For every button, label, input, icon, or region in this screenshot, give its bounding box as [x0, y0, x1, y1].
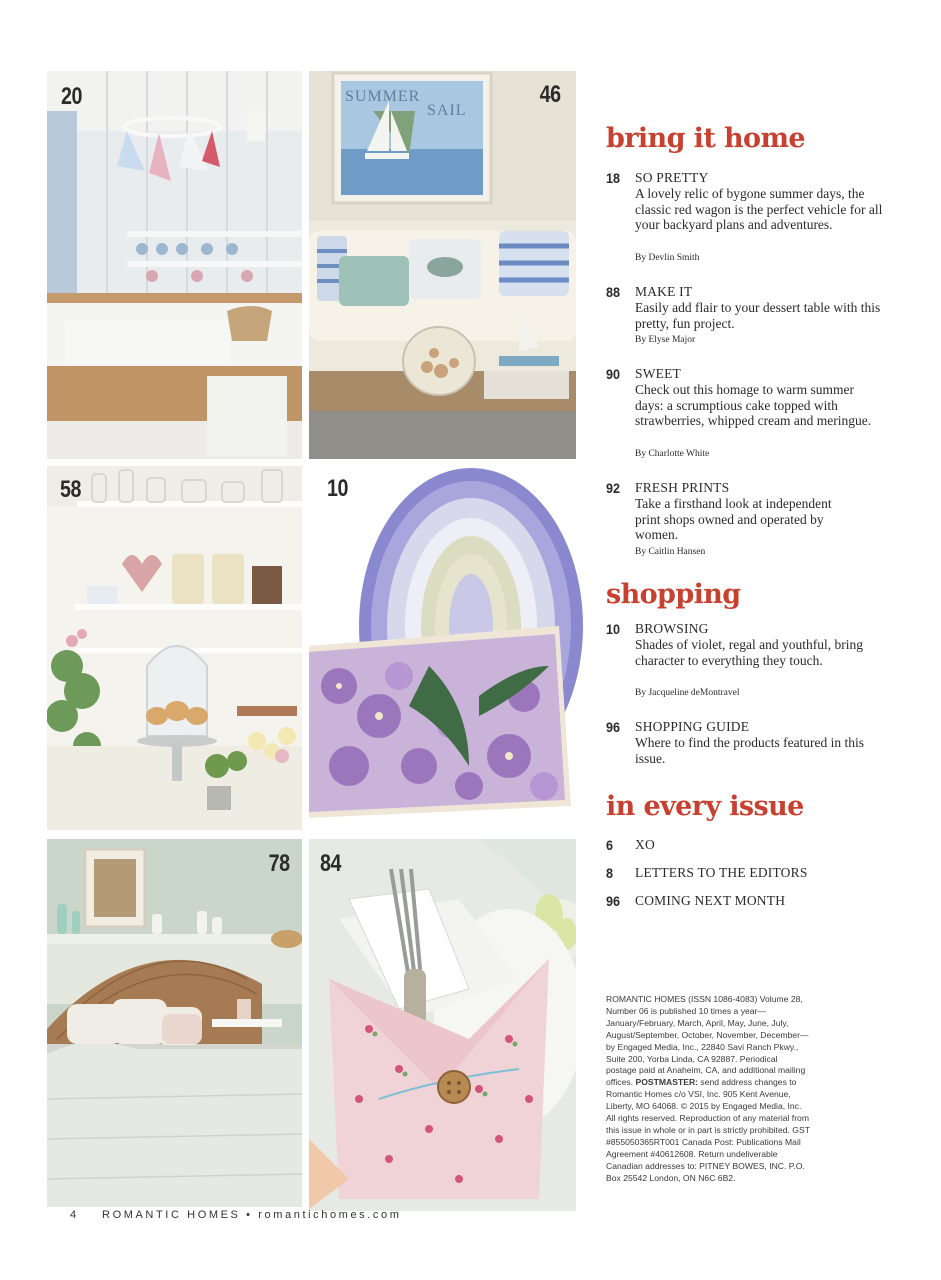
poster-title-line1: SUMMER	[345, 88, 421, 105]
toc-description: Shades of violet, regal and youthful, bring character to everything they touch.	[635, 637, 863, 668]
legal-text-1: ROMANTIC HOMES (ISSN 1086-4083) Volume 28, Number 06 is published 10 times a year—January/February, March, April, May, June, July, August/September, October, November, December—by Engaged Media, Inc., 22840 Savi Ranch Pkwy., Suite 200, Yorba Linda, CA 92887. Periodical postage paid at Anaheim, CA, and additional mailing offices.	[606, 994, 809, 1088]
photo-kitchen[interactable]	[47, 71, 302, 459]
toc-entry[interactable]	[606, 480, 881, 564]
toc-description: Check out this homage to warm summer days: a scrumptious cake topped with strawberries, whipped cream and meringue.	[635, 382, 872, 429]
toc-title: SHOPPING GUIDE	[635, 719, 750, 734]
publication-legal-notice	[606, 994, 810, 1185]
photo-page-number: 20	[61, 83, 83, 110]
legal-text-2: send address changes to Romantic Homes c/o VSI, Inc. 905 Kent Avenue, Liberty, MO 64068. © 2015 by Engaged Media, Inc. All rights reserved. Reproduction of any material from this issue in whole or in part is strictly prohibited. GST #855050365RT001 Canada Post: Publications Mail Agreement #40612608. Return undeliverable Canadian addresses to: PITNEY BOWES, INC. P.O. Box 25542 London, ON N6C 6B2.	[606, 1077, 810, 1183]
poster-title-line2: SAIL	[427, 102, 467, 119]
toc-page-number: 10	[606, 621, 621, 637]
photo-page-number: 10	[327, 475, 349, 502]
postmaster-label: POSTMASTER:	[635, 1077, 699, 1088]
toc-description: Take a firsthand look at independent print shops owned and operated by women.	[635, 496, 832, 543]
toc-byline: By Elyse Major	[635, 335, 696, 345]
toc-page-number: 6	[606, 837, 614, 853]
section-heading-bring-it-home: bring it home	[606, 123, 805, 154]
toc-entry[interactable]	[606, 837, 881, 855]
footer-magazine-name: ROMANTIC HOMES	[102, 1209, 241, 1221]
toc-entry[interactable]	[606, 170, 881, 270]
photo-page-number: 84	[320, 850, 342, 877]
toc-byline: By Charlotte White	[635, 449, 710, 459]
photo-bedroom[interactable]	[47, 839, 302, 1207]
toc-description: Easily add flair to your dessert table with this pretty, fun project.	[635, 300, 881, 331]
toc-title: MAKE IT	[635, 284, 693, 299]
section-heading-shopping: shopping	[606, 579, 741, 610]
footer-website-link[interactable]: romantichomes.com	[258, 1209, 402, 1221]
photo-rug-pillow[interactable]	[309, 466, 592, 830]
toc-title: SWEET	[635, 366, 681, 381]
photo-napkin[interactable]	[309, 839, 576, 1211]
toc-title: FRESH PRINTS	[635, 480, 730, 495]
shelves-image	[47, 466, 302, 830]
page-footer	[70, 1209, 402, 1221]
toc-page-number: 92	[606, 480, 621, 496]
photo-page-number: 78	[268, 850, 290, 877]
bedroom-image	[47, 839, 302, 1207]
toc-title: BROWSING	[635, 621, 709, 636]
toc-title: COMING NEXT MONTH	[635, 893, 786, 908]
toc-title: SO PRETTY	[635, 170, 709, 185]
toc-entry[interactable]	[606, 366, 881, 466]
toc-page-number: 96	[606, 893, 621, 909]
toc-entry[interactable]	[606, 621, 881, 705]
toc-title: XO	[635, 837, 655, 852]
toc-page-number: 18	[606, 170, 621, 186]
footer-bullet: •	[246, 1209, 253, 1221]
toc-byline: By Jacqueline deMontravel	[635, 688, 740, 698]
toc-page-number: 88	[606, 284, 621, 300]
toc-description: A lovely relic of bygone summer days, the classic red wagon is the perfect vehicle for all your backyard plans and adventures.	[635, 186, 883, 233]
toc-byline: By Caitlin Hansen	[635, 547, 706, 557]
toc-page-number: 8	[606, 865, 614, 881]
living-room-image	[309, 71, 576, 459]
photo-page-number: 58	[60, 476, 82, 503]
toc-page-number: 90	[606, 366, 621, 382]
footer-page-number: 4	[70, 1209, 79, 1221]
toc-title: LETTERS TO THE EDITORS	[635, 865, 808, 880]
toc-entry[interactable]	[606, 284, 881, 346]
photo-page-number: 46	[539, 81, 561, 108]
toc-page-number: 96	[606, 719, 621, 735]
kitchen-image	[47, 71, 302, 459]
napkin-image	[309, 839, 576, 1211]
rug-pillow-image	[309, 466, 592, 830]
toc-description: Where to find the products featured in this issue.	[635, 735, 865, 766]
toc-entry[interactable]	[606, 865, 881, 883]
photo-living-room[interactable]	[309, 71, 576, 459]
toc-entry[interactable]	[606, 719, 881, 769]
toc-byline: By Devlin Smith	[635, 253, 700, 263]
photo-shelves[interactable]	[47, 466, 302, 830]
section-heading-in-every-issue: in every issue	[606, 791, 804, 822]
toc-entry[interactable]	[606, 893, 881, 911]
